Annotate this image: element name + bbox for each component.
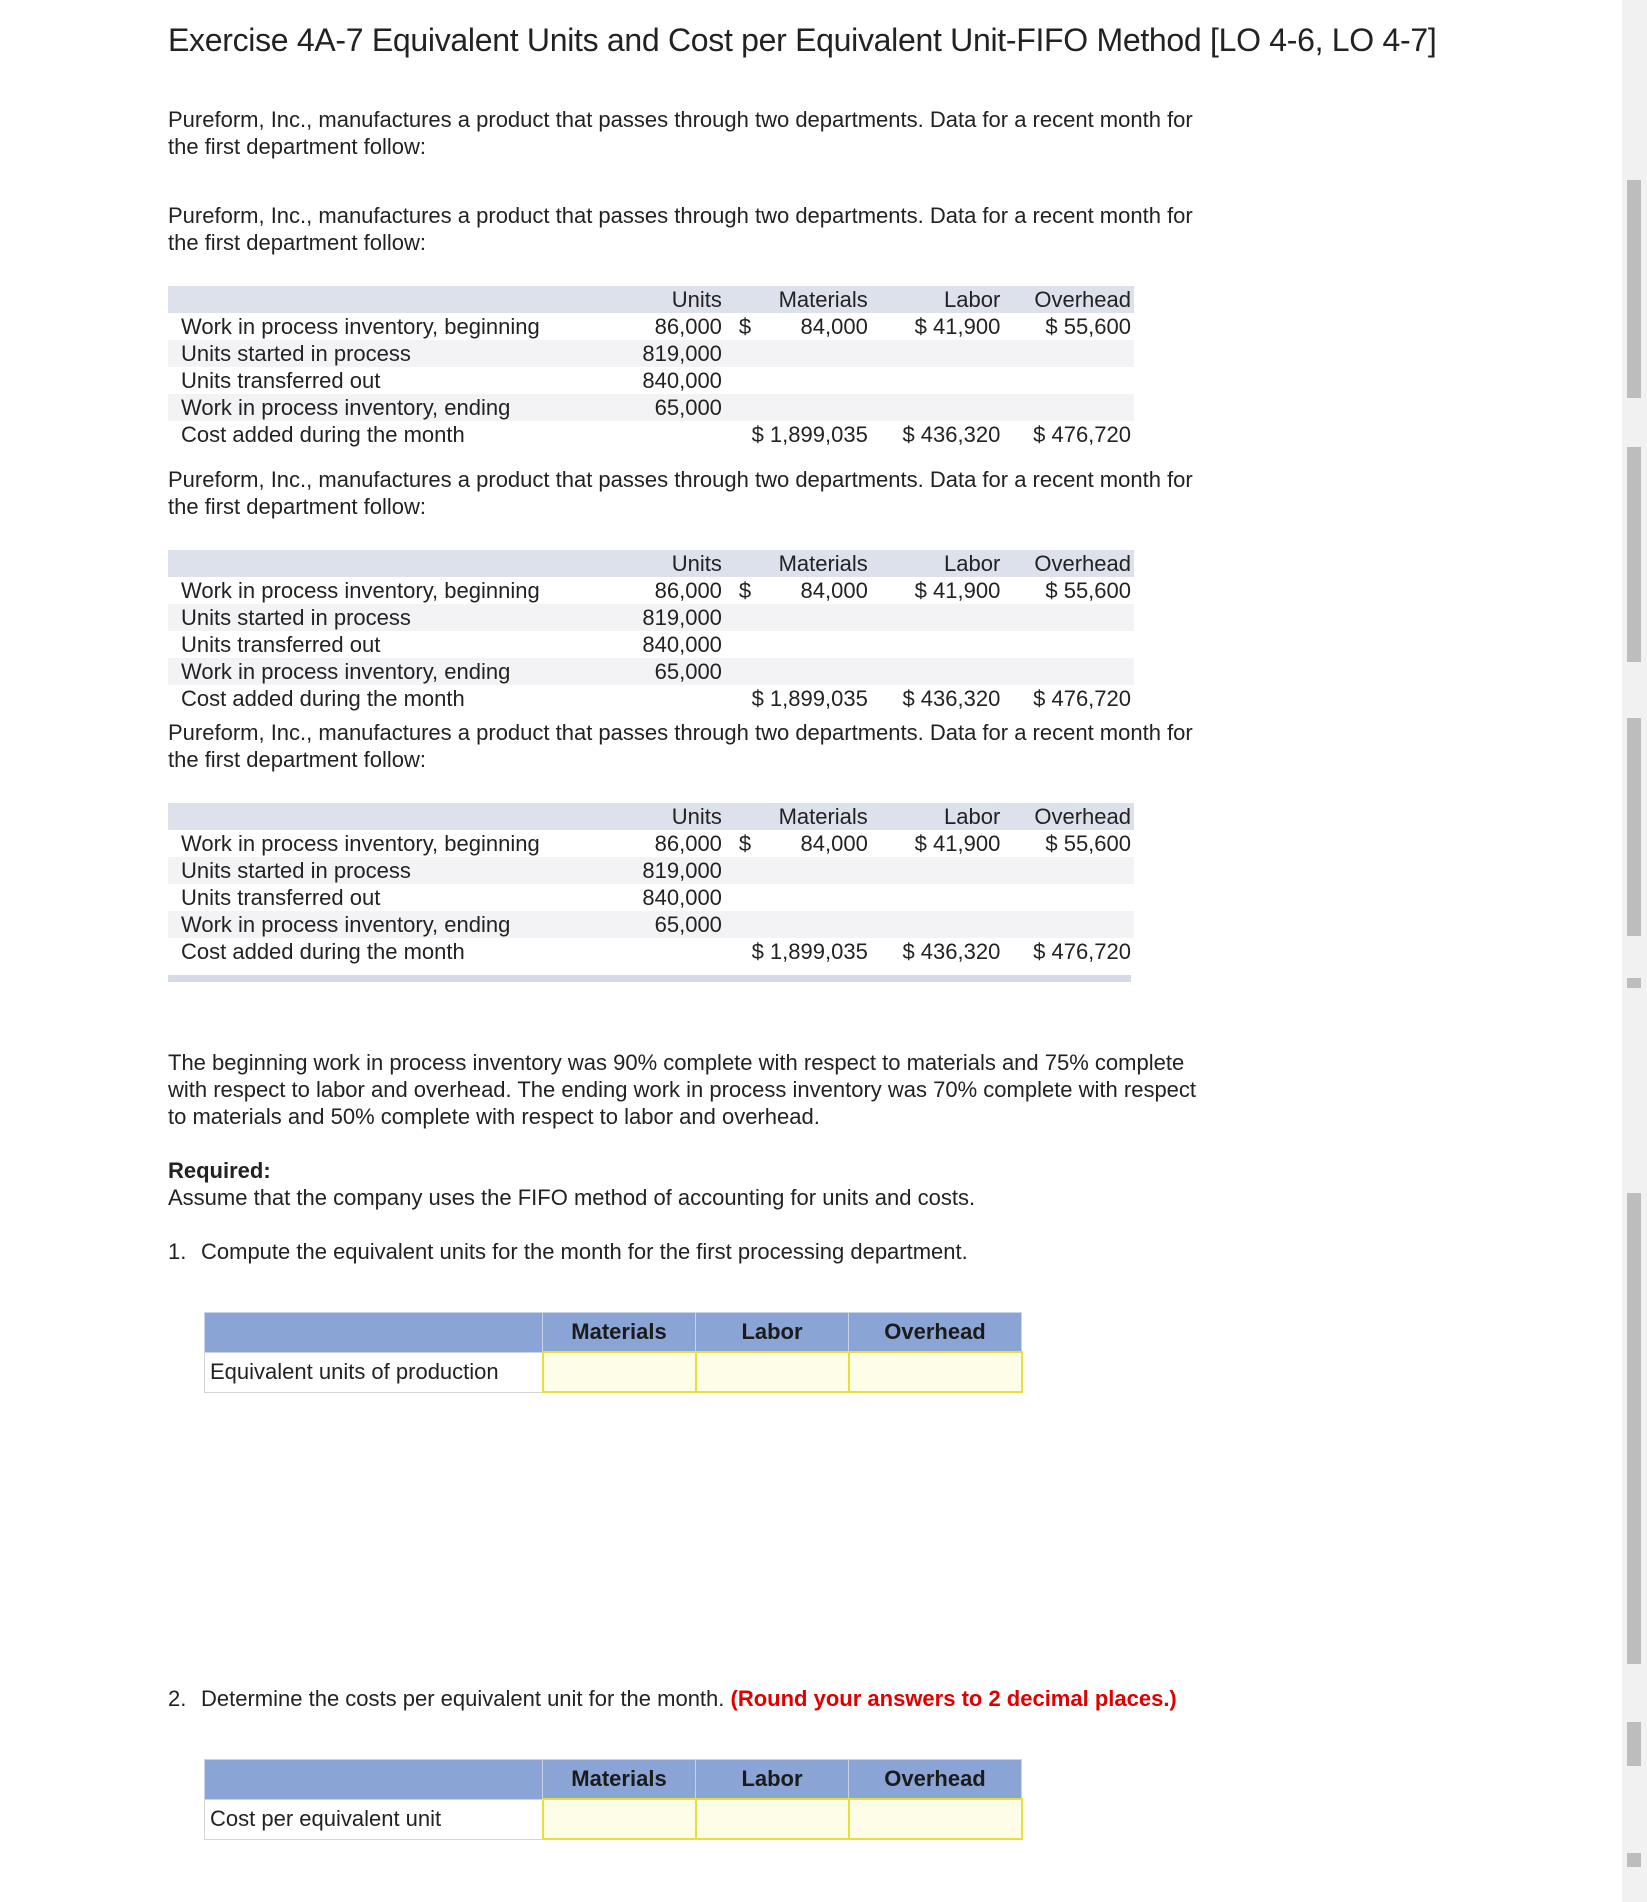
scrollbar-segment [1627,447,1641,662]
question-text: Determine the costs per equivalent unit for the month. [201,1686,725,1711]
question-1 [168,1239,968,1265]
completion-note [168,1049,1254,1130]
completion-line-1: The beginning work in process inventory was 90% complete with respect to materials and 75% complete [168,1050,1185,1075]
header-overhead: Overhead [849,1313,1022,1353]
intro-line-2: the first department follow: [168,494,427,519]
required-text: Assume that the company uses the FIFO method of accounting for units and costs. [168,1185,976,1210]
department-data-table [168,550,1134,712]
intro-line-2: the first department follow: [168,134,427,159]
answer-header-row [205,1760,1022,1800]
header-units: Units [671,551,722,576]
scrollbar-segment [1627,1853,1641,1867]
equivalent-units-labor-input[interactable] [697,1354,848,1390]
header-materials: Materials [543,1313,696,1353]
intro-paragraph [168,466,1254,520]
table-row: Work in process inventory, ending 65,000 [168,658,1134,685]
table-row: Cost added during the month $ 1,899,035 $ 436,320 $ 476,720 [181,422,1131,447]
equivalent-units-overhead-input[interactable] [850,1354,1021,1390]
completion-line-2: with respect to labor and overhead. The ending work in process inventory was 70% complete with respect [168,1077,1197,1102]
table-row: Units started in process 819,000 [168,604,1134,631]
page-title: Exercise 4A-7 Equivalent Units and Cost per Equivalent Unit-FIFO Method [LO 4-6, LO 4-7] [168,22,1437,58]
section-divider [168,975,1131,982]
table-row: Work in process inventory, ending 65,000 [168,394,1134,421]
table-row: Units transferred out 840,000 [181,885,722,910]
question-number: 2. [168,1686,187,1711]
intro-line-1: Pureform, Inc., manufactures a product that passes through two departments. Data for a recent month for [168,720,1193,745]
answer-row [205,1799,1022,1839]
table-row: Cost added during the month $ 1,899,035 $ 436,320 $ 476,720 [181,686,1131,711]
scrollbar-segment [1627,718,1641,936]
header-overhead: Overhead [1034,551,1131,576]
intro-paragraph [168,202,1254,256]
table-header-row [168,550,1134,577]
table-row: Work in process inventory, beginning 86,000 $ 84,000 $ 41,900 $ 55,600 [181,831,1131,856]
dollar-sign: $ [738,578,752,603]
intro-line-2: the first department follow: [168,747,427,772]
table-row: Units transferred out 840,000 [181,368,722,393]
dollar-sign: $ [738,314,752,339]
table-row: Cost added during the month $ 1,899,035 $ 436,320 $ 476,720 [181,939,1131,964]
question-text: Compute the equivalent units for the month for the first processing department. [201,1239,968,1264]
intro-line-1: Pureform, Inc., manufactures a product that passes through two departments. Data for a recent month for [168,467,1193,492]
equivalent-units-materials-input[interactable] [544,1354,695,1390]
row-label: Equivalent units of production [205,1352,543,1392]
table-row: Work in process inventory, ending 65,000 [168,911,1134,938]
table-row: Work in process inventory, beginning 86,000 $ 84,000 $ 41,900 $ 55,600 [181,578,1131,603]
department-data-table [168,803,1134,965]
cost-per-unit-overhead-input[interactable] [850,1801,1021,1837]
cost-per-unit-materials-input[interactable] [544,1801,695,1837]
scrollbar-thumb[interactable] [1627,180,1641,398]
question-number: 1. [168,1239,187,1264]
scrollbar-segment [1627,978,1641,988]
scrollbar-segment [1627,1722,1641,1766]
header-units: Units [671,287,722,312]
header-materials: Materials [778,551,868,576]
table-row: Work in process inventory, beginning 86,000 $ 84,000 $ 41,900 $ 55,600 [181,314,1131,339]
scrollbar-segment [1627,1594,1641,1664]
table-row: Units started in process 819,000 [168,340,1134,367]
intro-line-1: Pureform, Inc., manufactures a product that passes through two departments. Data for a recent month for [168,107,1193,132]
answer-header-row [205,1313,1022,1353]
header-labor: Labor [696,1313,849,1353]
rounding-hint: (Round your answers to 2 decimal places.) [730,1686,1177,1711]
intro-line-2: the first department follow: [168,230,427,255]
row-label: Cost per equivalent unit [205,1799,543,1839]
header-labor: Labor [944,551,1001,576]
question-2 [168,1686,1177,1712]
intro-paragraph [168,106,1254,160]
scrollbar-segment [1627,1193,1641,1615]
vertical-scrollbar[interactable] [1622,0,1647,1902]
answer-row [205,1352,1022,1392]
header-units: Units [671,804,722,829]
completion-line-3: to materials and 50% complete with respect to labor and overhead. [168,1104,820,1129]
dollar-sign: $ [738,831,752,856]
required-heading: Required: [168,1158,271,1183]
intro-paragraph [168,719,1254,773]
header-labor: Labor [696,1760,849,1800]
table-header-row [168,803,1134,830]
header-materials: Materials [543,1760,696,1800]
department-data-table [168,286,1134,448]
cost-per-unit-labor-input[interactable] [697,1801,848,1837]
table-row: Units started in process 819,000 [168,857,1134,884]
header-materials: Materials [778,287,868,312]
header-overhead: Overhead [1034,804,1131,829]
intro-line-1: Pureform, Inc., manufactures a product that passes through two departments. Data for a recent month for [168,203,1193,228]
cost-per-unit-table [204,1759,1023,1840]
table-header-row [168,286,1134,313]
header-overhead: Overhead [1034,287,1131,312]
header-overhead: Overhead [849,1760,1022,1800]
equivalent-units-table [204,1312,1023,1393]
header-materials: Materials [778,804,868,829]
header-labor: Labor [944,287,1001,312]
header-labor: Labor [944,804,1001,829]
table-row: Units transferred out 840,000 [181,632,722,657]
